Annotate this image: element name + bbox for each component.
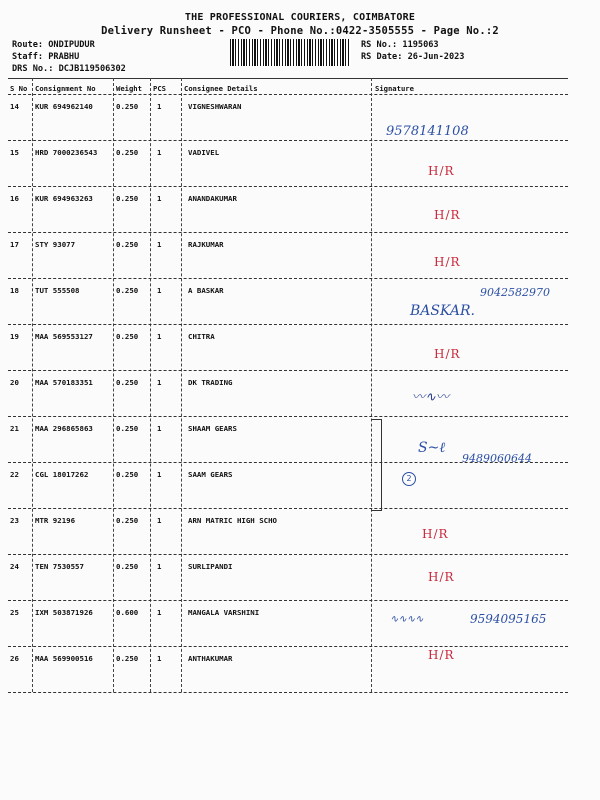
cell-pcs: 1 bbox=[157, 654, 162, 663]
cell-pcs: 1 bbox=[157, 424, 162, 433]
cell-sno: 21 bbox=[10, 424, 19, 433]
cell-sno: 16 bbox=[10, 194, 19, 203]
cell-weight: 0.250 bbox=[116, 562, 139, 571]
row-rule bbox=[8, 600, 568, 601]
cell-consignment: MAA 570183351 bbox=[35, 378, 93, 387]
cell-pcs: 1 bbox=[157, 102, 162, 111]
barcode bbox=[230, 39, 351, 66]
cell-consignment: IXM 503871926 bbox=[35, 608, 93, 617]
col-header-signature: Signature bbox=[375, 84, 414, 93]
cell-weight: 0.250 bbox=[116, 654, 139, 663]
cell-consignee: DK TRADING bbox=[188, 378, 233, 387]
cell-sno: 24 bbox=[10, 562, 19, 571]
cell-consignment: TUT 555508 bbox=[35, 286, 80, 295]
cell-weight: 0.250 bbox=[116, 240, 139, 249]
cell-consignment: KUR 694963263 bbox=[35, 194, 93, 203]
cell-sno: 23 bbox=[10, 516, 19, 525]
cell-consignee: RAJKUMAR bbox=[188, 240, 224, 249]
rs-date: RS Date: 26-Jun-2023 bbox=[361, 52, 465, 62]
cell-consignment: MTR 92196 bbox=[35, 516, 76, 525]
cell-sno: 20 bbox=[10, 378, 19, 387]
cell-pcs: 1 bbox=[157, 286, 162, 295]
row-rule bbox=[8, 692, 568, 693]
row-rule bbox=[8, 278, 568, 279]
bracket-mark bbox=[371, 419, 382, 511]
cell-weight: 0.250 bbox=[116, 148, 139, 157]
header-rule bbox=[8, 94, 568, 95]
signature-handwriting: H/R bbox=[422, 527, 449, 541]
cell-pcs: 1 bbox=[157, 470, 162, 479]
cell-sno: 22 bbox=[10, 470, 19, 479]
row-rule bbox=[8, 508, 568, 509]
cell-pcs: 1 bbox=[157, 332, 162, 341]
cell-consignee: SHAAM GEARS bbox=[188, 424, 237, 433]
cell-consignee: MANGALA VARSHINI bbox=[188, 608, 260, 617]
cell-sno: 18 bbox=[10, 286, 19, 295]
signature-handwriting: 9042582970 bbox=[480, 286, 550, 299]
cell-weight: 0.250 bbox=[116, 286, 139, 295]
signature-handwriting: H/R bbox=[428, 570, 455, 584]
cell-sno: 25 bbox=[10, 608, 19, 617]
cell-consignee: ANTHAKUMAR bbox=[188, 654, 233, 663]
col-header-consignment: Consignment No bbox=[35, 84, 96, 93]
signature-scribble: 〰∿〰 bbox=[412, 390, 449, 405]
cell-consignment: KUR 694962140 bbox=[35, 102, 93, 111]
cell-weight: 0.250 bbox=[116, 378, 139, 387]
circled-count: 2 bbox=[402, 472, 416, 486]
runsheet-subtitle: Delivery Runsheet - PCO - Phone No.:0422-3505555 - Page No.:2 bbox=[101, 25, 499, 37]
cell-consignment: TEN 7530557 bbox=[35, 562, 84, 571]
cell-sno: 17 bbox=[10, 240, 19, 249]
route-label: Route: ONDIPUDUR bbox=[12, 40, 95, 50]
cell-weight: 0.250 bbox=[116, 332, 139, 341]
signature-scribble: S~ℓ bbox=[418, 440, 446, 456]
cell-sno: 15 bbox=[10, 148, 19, 157]
signature-handwriting: 9489060644 bbox=[462, 452, 532, 465]
signature-handwriting: 9594095165 bbox=[470, 612, 547, 626]
staff-label: Staff: PRABHU bbox=[12, 52, 80, 62]
row-rule bbox=[8, 370, 568, 371]
cell-consignee: ARN MATRIC HIGH SCHO bbox=[188, 516, 277, 525]
cell-consignment: MAA 569553127 bbox=[35, 332, 93, 341]
cell-weight: 0.250 bbox=[116, 516, 139, 525]
signature-scribble: ∿∿∿∿ bbox=[390, 614, 424, 625]
col-header-weight: Weight bbox=[116, 84, 142, 93]
row-rule bbox=[8, 186, 568, 187]
cell-consignment: STY 93077 bbox=[35, 240, 76, 249]
cell-consignment: HRD 7000236543 bbox=[35, 148, 98, 157]
row-rule bbox=[8, 232, 568, 233]
col-header-consignee: Consignee Details bbox=[184, 84, 258, 93]
signature-handwriting: H/R bbox=[428, 648, 455, 662]
cell-consignee: A BASKAR bbox=[188, 286, 224, 295]
cell-pcs: 1 bbox=[157, 516, 162, 525]
cell-consignee: CHITRA bbox=[188, 332, 215, 341]
signature-handwriting: H/R bbox=[428, 164, 455, 178]
cell-consignment: CGL 18017262 bbox=[35, 470, 89, 479]
cell-weight: 0.250 bbox=[116, 102, 139, 111]
cell-weight: 0.250 bbox=[116, 424, 139, 433]
signature-handwriting: BASKAR. bbox=[410, 303, 475, 319]
cell-pcs: 1 bbox=[157, 194, 162, 203]
cell-pcs: 1 bbox=[157, 608, 162, 617]
company-title: THE PROFESSIONAL COURIERS, COIMBATORE bbox=[184, 12, 416, 23]
cell-consignee: VIGNESHWARAN bbox=[188, 102, 242, 111]
signature-handwriting: H/R bbox=[434, 208, 461, 222]
cell-consignee: SURLIPANDI bbox=[188, 562, 233, 571]
cell-consignee: SAAM GEARS bbox=[188, 470, 233, 479]
cell-consignment: MAA 296865863 bbox=[35, 424, 93, 433]
signature-handwriting: H/R bbox=[434, 255, 461, 269]
cell-sno: 26 bbox=[10, 654, 19, 663]
row-rule bbox=[8, 646, 568, 647]
cell-pcs: 1 bbox=[157, 378, 162, 387]
signature-handwriting: H/R bbox=[434, 347, 461, 361]
cell-sno: 19 bbox=[10, 332, 19, 341]
cell-weight: 0.250 bbox=[116, 470, 139, 479]
cell-sno: 14 bbox=[10, 102, 19, 111]
row-rule bbox=[8, 140, 568, 141]
drs-number: DRS No.: DCJB119506302 bbox=[12, 64, 126, 74]
cell-pcs: 1 bbox=[157, 148, 162, 157]
cell-consignment: MAA 569900516 bbox=[35, 654, 93, 663]
row-rule bbox=[8, 324, 568, 325]
signature-handwriting: 9578141108 bbox=[386, 124, 469, 139]
cell-pcs: 1 bbox=[157, 562, 162, 571]
cell-consignee: VADIVEL bbox=[188, 148, 220, 157]
table-top-rule bbox=[8, 78, 568, 79]
cell-consignee: ANANDAKUMAR bbox=[188, 194, 237, 203]
cell-pcs: 1 bbox=[157, 240, 162, 249]
col-header-pcs: PCS bbox=[153, 84, 166, 93]
col-header-sno: S No bbox=[10, 84, 28, 93]
row-rule bbox=[8, 416, 568, 417]
cell-weight: 0.600 bbox=[116, 608, 139, 617]
row-rule bbox=[8, 554, 568, 555]
cell-weight: 0.250 bbox=[116, 194, 139, 203]
rs-number: RS No.: 1195063 bbox=[361, 40, 439, 50]
